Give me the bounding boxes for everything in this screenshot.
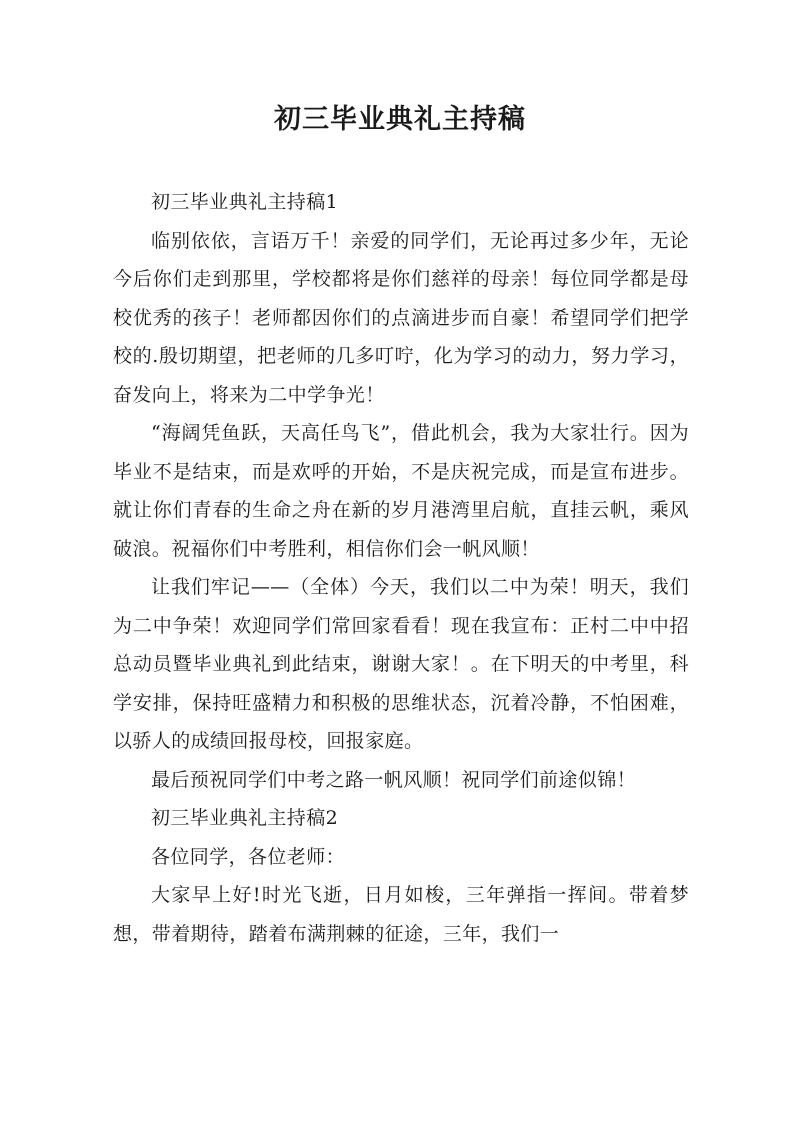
document-title: 初三毕业典礼主持稿	[274, 104, 526, 135]
section-heading-1: 初三毕业典礼主持稿1	[151, 191, 339, 213]
paragraph: 临别依依，言语万千！亲爱的同学们，无论再过多少年，无论今后你们走到那里，学校都将是你们慈祥的母亲！每位同学都是母校优秀的孩子！老师都因你们的点滴进步而自豪！希望同学们把学校的.殷切期望，把老师的几多叮咛，化为学习的动力，努力学习，奋发向上，将来为二中学争光！	[113, 229, 689, 406]
section-heading-2: 初三毕业典礼主持稿2	[151, 807, 339, 829]
paragraph: 大家早上好!时光飞逝，日月如梭，三年弹指一挥间。带着梦想，带着期待，踏着布满荆棘的征途，三年，我们一	[113, 884, 689, 945]
paragraph: 最后预祝同学们中考之路一帆风顺！祝同学们前途似锦！	[151, 768, 637, 791]
paragraph: 各位同学，各位老师：	[151, 845, 346, 868]
paragraph: 让我们牢记——（全体）今天，我们以二中为荣！明天，我们为二中争荣！欢迎同学们常回家看看！现在我宣布：正村二中中招总动员暨毕业典礼到此结束，谢谢大家！。在下明天的中考里，科学安排，保持旺盛精力和积极的思维状态，沉着冷静，不怕困难，以骄人的成绩回报母校，回报家庭。	[113, 576, 689, 752]
paragraph: “海阔凭鱼跃，天高任鸟飞”，借此机会，我为大家壮行。因为毕业不是结束，而是欢呼的开始，不是庆祝完成，而是宣布进步。就让你们青春的生命之舟在新的岁月港湾里启航，直挂云帆，乘风破浪。祝福你们中考胜利，相信你们会一帆风顺！	[113, 422, 689, 560]
document-body	[113, 183, 689, 953]
